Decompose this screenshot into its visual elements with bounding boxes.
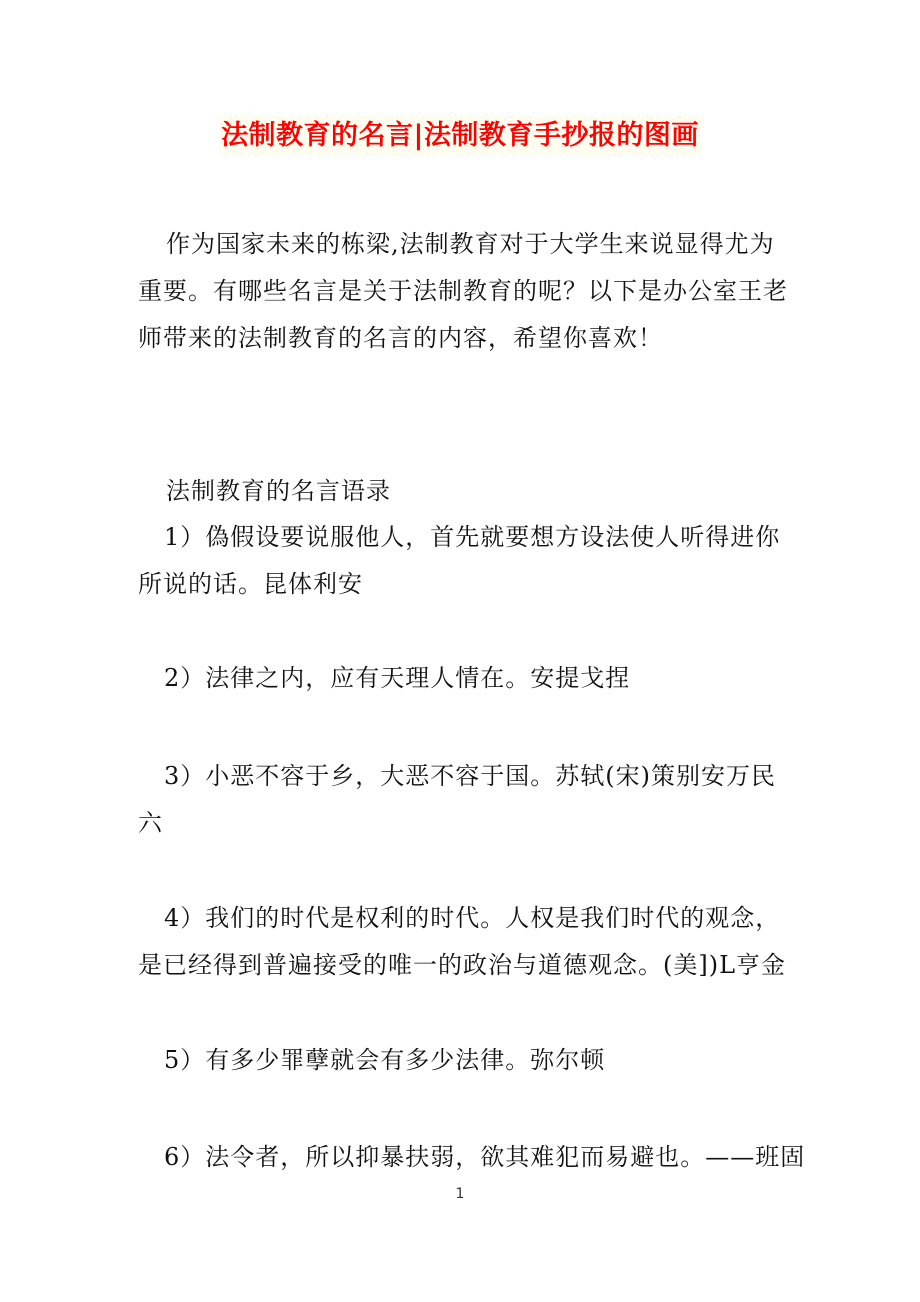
quote-line: 六 xyxy=(138,809,163,837)
title-container xyxy=(0,116,920,156)
intro-paragraph xyxy=(138,221,786,362)
quote-item xyxy=(138,753,786,847)
quote-line: 6）法令者，所以抑暴扶弱，欲其难犯而易避也。——班固 xyxy=(164,1143,806,1171)
quote-line: 所说的话。昆体利安 xyxy=(138,570,363,598)
quote-line: 1）偽假设要说服他人，首先就要想方设法使人听得进你 xyxy=(164,523,781,551)
quote-item xyxy=(138,1134,806,1181)
quote-line: 2）法律之内，应有天理人情在。安提戈捏 xyxy=(164,664,631,692)
intro-line: 重要。有哪些名言是关于法制教育的呢？以下是办公室王老 xyxy=(138,277,788,305)
quote-line: 3）小恶不容于乡，大恶不容于国。苏轼(宋)策别安万民 xyxy=(164,762,776,790)
quote-item xyxy=(138,514,786,608)
quote-line: 5）有多少罪孽就会有多少法律。弥尔顿 xyxy=(164,1046,606,1074)
quote-item xyxy=(138,895,786,989)
section-heading: 法制教育的名言语录 xyxy=(166,477,391,505)
page-number: 1 xyxy=(455,1186,465,1202)
quote-item xyxy=(138,1037,786,1084)
page-title: 法制教育的名言|法制教育手抄报的图画 xyxy=(219,116,701,156)
quote-line: 4）我们的时代是权利的时代。人权是我们时代的观念， xyxy=(164,904,781,932)
quote-line: 是已经得到普遍接受的唯一的政治与道德观念。(美])L亨金 xyxy=(138,951,787,979)
intro-line: 作为国家未来的栋梁,法制教育对于大学生来说显得尤为 xyxy=(166,230,775,258)
intro-line: 师带来的法制教育的名言的内容，希望你喜欢！ xyxy=(138,324,663,352)
quote-item xyxy=(138,655,786,702)
